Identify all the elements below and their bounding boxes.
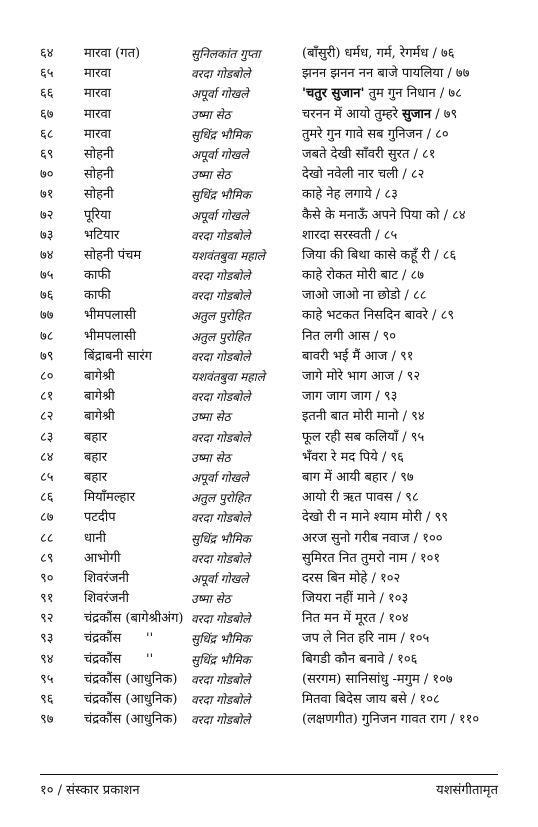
song-title-page [302,64,512,84]
song-text: आयो री ऋत पावस / ९८ [302,490,419,506]
footer-divider [40,774,498,775]
song-title-page [302,246,512,266]
list-item [0,589,538,609]
item-number: ८९ [40,550,54,566]
artist-name: अतुल पुरोहित [191,329,251,344]
song-text: जाओ जाओ ना छोडो / ८८ [302,288,427,304]
song-text: / ७९ [431,106,458,122]
song-title-page [302,448,512,468]
song-title-page [302,428,512,448]
list-item [0,367,538,387]
song-title-page [302,569,512,589]
song-text: जबते देखी साँवरी सुरत / ८१ [302,146,436,162]
emphasized-text: सुजान [402,106,432,122]
artist-name: अपूर्वा गोखले [191,147,249,162]
footer-page-publisher: १० / संस्कार प्रकाशन [40,783,140,798]
artist-name: उष्मा सेठ [191,592,231,607]
raga-name: सोहनी [84,146,114,162]
list-item [0,306,538,326]
raga-name: बागेश्री [84,369,115,384]
artist-name: अपूर्वा गोखले [191,571,249,586]
list-item [0,145,538,165]
artist-name: वरदा गोडबोले [191,511,251,526]
artist-name: वरदा गोडबोले [191,228,251,243]
artist-name: अपूर्वा गोखले [191,470,249,485]
song-title-page [302,185,512,205]
song-title-page [302,286,512,306]
artist-name: अपूर्वा गोखले [191,208,249,223]
raga-name: चंद्रकौंस [84,651,122,667]
raga-name: आभोगी [84,550,121,566]
list-item [0,185,538,205]
list-item [0,125,538,145]
song-text: दरस बिन मोहे / १०२ [302,570,401,586]
list-item [0,44,538,64]
song-text: तुम गुन निधान / ७८ [364,86,462,102]
item-number: ७४ [40,247,54,263]
song-title-page [302,589,512,609]
item-number: ९१ [40,591,54,607]
artist-name: उष्मा सेठ [191,450,231,465]
song-title-page [302,670,512,690]
raga-name: बहार [84,429,108,445]
song-text: फूल रही सब कलियाँ / ९५ [302,429,425,445]
list-item [0,347,538,367]
song-text: जागे मोरे भाग आज / ९२ [302,369,421,384]
footer-book-title: यशसंगीतामृत [436,783,498,798]
song-text: सुमिरत नित तुमरो नाम / १०१ [302,550,441,566]
song-title-page [302,44,512,64]
item-number: ९२ [40,611,54,627]
list-item [0,508,538,528]
song-title-page [302,347,512,367]
song-text: नित मन में मूरत / १०४ [302,611,409,627]
raga-name: बागेश्री [84,409,115,425]
song-text: भँवरा रे मद पिये / ९६ [302,449,404,465]
raga-name: पूरिया [84,207,111,223]
emphasized-text: 'चतुर सुजान' [302,86,365,102]
song-text: मितवा बिदेस जाय बसे / १०८ [302,692,440,707]
item-number: ८१ [40,389,54,405]
list-item [0,428,538,448]
raga-name: काफी [84,288,111,304]
list-item [0,529,538,549]
song-title-page [302,165,512,185]
raga-name: सोहनी [84,187,114,203]
song-title-page [302,407,512,427]
artist-name: वरदा गोडबोले [191,390,251,405]
artist-name: वरदा गोडबोले [191,672,251,687]
list-item [0,105,538,125]
song-title-page [302,529,512,549]
song-title-page [302,266,512,286]
raga-name: मारवा [84,66,112,82]
raga-name: सोहनी [84,167,114,183]
raga-name: शिवरंजनी [84,591,129,607]
song-text: जिया की बिथा कासे कहूँ री / ८६ [302,247,457,263]
song-text: इतनी बात मोरी मानो / ९४ [302,409,425,425]
list-item [0,387,538,407]
raga-name: चंद्रकौंस (आधुनिक) [84,671,178,687]
raga-name: चंद्रकौंस [84,631,122,647]
item-number: ७२ [40,207,54,223]
artist-name: सुधिंद्र भौमिक [191,127,251,142]
song-title-page [302,468,512,488]
artist-name: सुधिंद्र भौमिक [191,652,251,667]
raga-name: काफी [84,268,111,284]
song-text: जप ले नित हरि नाम / १०५ [302,631,430,647]
artist-name: सुधिंद्र भौमिक [191,531,251,546]
item-number: ८४ [40,449,54,465]
item-number: ७१ [40,187,54,203]
artist-name: अतुल पुरोहित [191,491,251,506]
raga-name: चंद्रकौंस (बागेश्रीअंग) [84,611,184,627]
song-title-page [302,367,512,387]
raga-name: मियाँमल्हार [84,490,136,506]
artist-name: वरदा गोडबोले [191,349,251,364]
song-title-page [302,105,512,125]
list-item [0,327,538,347]
song-text: (लक्षणगीत) गुनिजन गावत राग / ११० [302,712,480,728]
song-text: जियरा नहीं माने / १०३ [302,591,409,607]
raga-name: बागेश्री [84,389,115,405]
song-text: (बाँसुरी) धर्मध, गर्म, रेगर्मध / ७६ [302,46,455,61]
song-text: जाग जाग जाग / ९३ [302,389,398,405]
song-text: शारदा सरस्वती / ८५ [302,227,398,243]
item-number: ७८ [40,328,54,344]
raga-name: बहार [84,469,108,485]
raga-name: भीमपलासी [84,328,137,344]
song-text: नित लगी आस / ९० [302,328,396,344]
artist-name: वरदा गोडबोले [191,269,251,284]
song-text: काहे रोकत मोरी बाट / ८७ [302,268,425,284]
song-text: काहे भटकत निसदिन बावरे / ८९ [302,308,455,324]
artist-name: सुनिलकांत गुप्ता [191,47,261,61]
song-title-page [302,629,512,649]
song-text: बाग में आयी बहार / ९७ [302,469,414,485]
list-item [0,286,538,306]
raga-name: मारवा (गत) [84,46,141,61]
item-number: ९५ [40,671,54,687]
list-item [0,165,538,185]
item-number: ७९ [40,348,54,364]
song-title-page [302,488,512,508]
song-text: देखो नवेली नार चली / ८२ [302,167,425,183]
raga-name: चंद्रकौंस (आधुनिक) [84,692,178,707]
item-number: ८२ [40,409,54,425]
item-number: ७६ [40,288,54,304]
raga-name: मारवा [84,106,112,122]
song-title-page [302,710,512,730]
list-item [0,670,538,690]
item-number: ७३ [40,227,54,243]
song-title-page [302,609,512,629]
artist-name: उष्मा सेठ [191,107,231,122]
artist-name: यशवंतबुवा महाले [191,248,265,263]
song-title-page [302,387,512,407]
item-number: ६७ [40,106,54,122]
artist-name: वरदा गोडबोले [191,430,251,445]
song-text: कैसे के मनाऊँ अपने पिया को / ८४ [302,207,466,223]
list-item [0,206,538,226]
song-title-page [302,84,512,104]
artist-name: वरदा गोडबोले [191,612,251,627]
item-number: ६८ [40,126,54,142]
item-number: ८० [40,369,54,384]
list-item [0,246,538,266]
list-item [0,226,538,246]
song-title-page [302,145,512,165]
raga-name: शिवरंजनी [84,570,129,586]
song-text: अरज सुनो गरीब नवाज / १०० [302,530,443,546]
item-number: ६४ [40,46,54,61]
artist-name: वरदा गोडबोले [191,693,251,707]
list-item [0,448,538,468]
artist-name: अतुल पुरोहित [191,309,251,324]
item-number: ८५ [40,469,54,485]
song-text: चरनन में आयो तुम्हरे [302,106,403,122]
song-index-list [0,44,538,730]
item-number: ७७ [40,308,54,324]
item-number: ९६ [40,692,54,707]
song-text: तुमरे गुन गावे सब गुनिजन / ८० [302,126,449,142]
song-title-page [302,206,512,226]
raga-name: भटियार [84,227,120,243]
item-number: ६९ [40,146,54,162]
item-number: ६५ [40,66,54,82]
artist-name: वरदा गोडबोले [191,289,251,304]
ditto-mark: '' [146,651,154,667]
list-item [0,629,538,649]
artist-name: यशवंतबुवा महाले [191,370,265,384]
list-item [0,468,538,488]
list-item [0,569,538,589]
song-title-page [302,690,512,710]
list-item [0,650,538,670]
list-item [0,549,538,569]
list-item [0,407,538,427]
artist-name: वरदा गोडबोले [191,67,251,82]
list-item [0,690,538,710]
list-item [0,609,538,629]
song-text: (सरगम) सानिसांधु -मगुम / १०७ [302,671,453,687]
song-title-page [302,306,512,326]
raga-name: पटदीप [84,510,116,526]
song-title-page [302,508,512,528]
artist-name: उष्मा सेठ [191,410,231,425]
item-number: ८७ [40,510,54,526]
artist-name: उष्मा सेठ [191,168,231,183]
artist-name: अपूर्वा गोखले [191,87,249,102]
raga-name: धानी [84,530,106,546]
song-title-page [302,125,512,145]
item-number: ८८ [40,530,54,546]
item-number: ९४ [40,651,54,667]
artist-name: सुधिंद्र भौमिक [191,632,251,647]
ditto-mark: '' [146,631,154,647]
song-text: देखो री न माने श्याम मोरी / ९९ [302,510,449,526]
song-text: झनन झनन नन बाजे पायलिया / ७७ [302,66,470,82]
item-number: ९० [40,570,54,586]
raga-name: बिंद्राबनी सारंग [84,348,152,364]
list-item [0,488,538,508]
raga-name: चंद्रकौंस (आधुनिक) [84,712,178,728]
list-item [0,266,538,286]
raga-name: भीमपलासी [84,308,137,324]
item-number: ७५ [40,268,54,284]
song-title-page [302,549,512,569]
item-number: ८६ [40,490,54,506]
item-number: ६६ [40,86,54,102]
item-number: ९३ [40,631,54,647]
raga-name: बहार [84,449,108,465]
artist-name: वरदा गोडबोले [191,713,251,728]
item-number: ९७ [40,712,54,728]
raga-name: सोहनी पंचम [84,247,142,263]
raga-name: मारवा [84,126,112,142]
song-title-page [302,650,512,670]
song-text: बिगडी कौन बनावे / १०६ [302,651,418,667]
song-text: बावरी भई मैं आज / ९१ [302,348,414,364]
artist-name: सुधिंद्र भौमिक [191,188,251,203]
song-title-page [302,226,512,246]
song-title-page [302,327,512,347]
item-number: ८३ [40,429,54,445]
list-item [0,64,538,84]
list-item [0,84,538,104]
raga-name: मारवा [84,86,112,102]
list-item [0,710,538,730]
artist-name: वरदा गोडबोले [191,551,251,566]
page-footer [40,780,498,802]
item-number: ७० [40,167,54,183]
song-text: काहे नेह लगाये / ८३ [302,187,398,203]
